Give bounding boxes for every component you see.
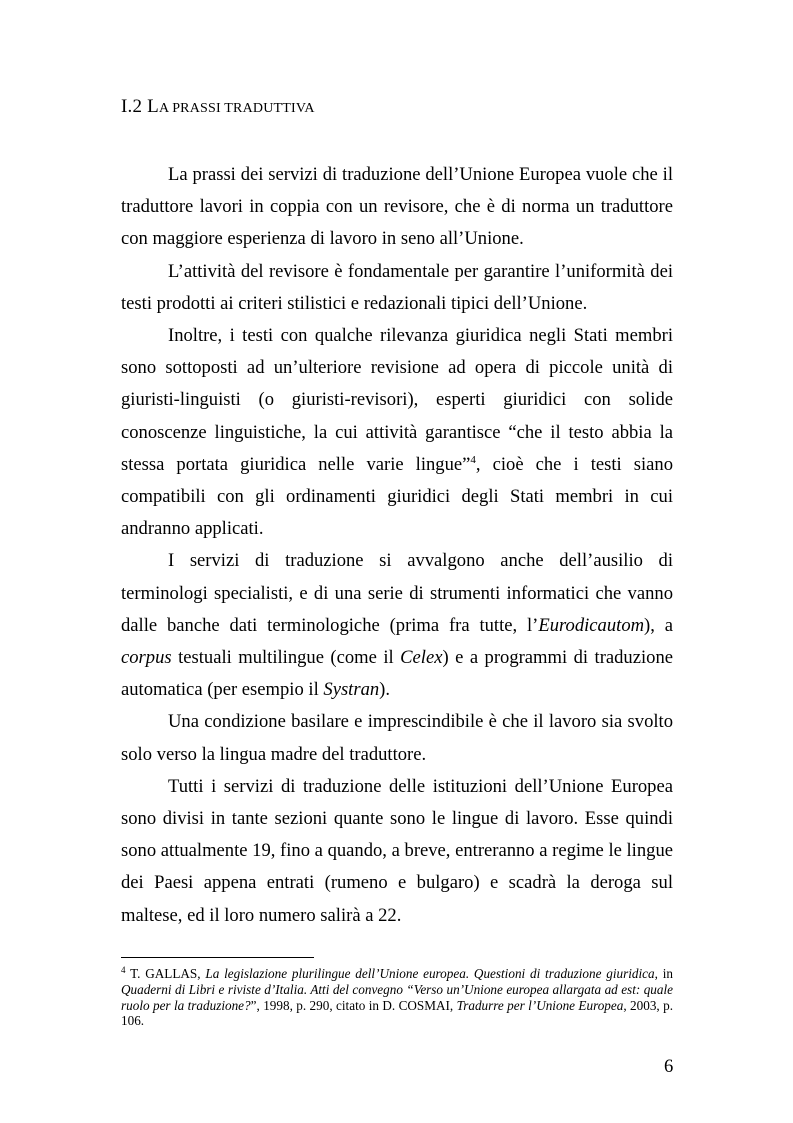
paragraph [121, 320, 673, 545]
text-run: Una condizione basilare e imprescindibile è che il lavoro sia svolto solo verso la lingua madre del traduttore. [121, 711, 673, 765]
text-run: , 2003, p. 106. [121, 997, 674, 1029]
page-number: 6 [664, 1056, 674, 1077]
text-run: Tutti i servizi di traduzione delle istituzioni dell’Unione Europea sono divisi in tante sezioni quante sono le lingue di lavoro. Esse quindi sono attualmente 19, fino a quando, a breve, entreranno a regime le lingue dei Paesi appena entrati (rumeno e bulgaro) e scadrà la deroga sul maltese, ed il loro numero salirà a 22. [121, 775, 673, 926]
italic-text: corpus [121, 647, 172, 669]
paragraph [121, 771, 673, 932]
italic-text: Systran [323, 679, 380, 701]
body-text [121, 159, 673, 932]
italic-text: Celex [400, 647, 443, 669]
footnote-marker: 4 [470, 453, 476, 466]
footnote-separator [121, 957, 314, 958]
text-run: La prassi dei servizi di traduzione dell’Unione Europea vuole che il traduttore lavori in coppia con un revisore, che è di norma un traduttore con maggiore esperienza di lavoro in seno all’Unione. [121, 164, 673, 250]
footnote [121, 966, 673, 1029]
paragraph [121, 706, 673, 770]
text-run: ), a [644, 614, 673, 636]
paragraph [121, 545, 673, 706]
italic-text: Tradurre per l’Unione Europea [456, 997, 624, 1013]
text-run: ”, 1998, p. 290, citato in D. COSMAI, [250, 997, 457, 1013]
italic-text: Quaderni di Libri e riviste d’Italia. Atti del convegno “Verso un’Unione europea allargata ad est: quale ruolo per la traduzione? [121, 981, 673, 1013]
text-run: T. GALLAS, [125, 966, 206, 981]
paragraph [121, 159, 673, 256]
paragraph [121, 256, 673, 320]
text-run: Inoltre, i testi con qualche rilevanza giuridica negli Stati membri sono sottoposti ad un’ulteriore revisione ad opera di piccole unità di giuristi-linguisti (o giuristi-revisori), esperti giuridici con solide conoscenze linguistiche, la cui attività garantisce “che il testo abbia la stessa portata giuridica nelle varie lingue” [121, 325, 673, 475]
text-run: testuali multilingue (come il [171, 647, 401, 669]
text-run: ) e a programmi di traduzione automatica (per esempio il [121, 647, 673, 701]
footnote-marker: 4 [121, 965, 126, 975]
text-run: L’attività del revisore è fondamentale per garantire l’uniformità dei testi prodotti ai criteri stilistici e redazionali tipici dell’Unione. [121, 260, 673, 314]
italic-text: La legislazione plurilingue dell’Unione europea. Questioni di traduzione giuridica [205, 966, 655, 981]
text-run: ). [379, 679, 391, 701]
text-run: , cioè che i testi siano compatibili con gli ordinamenti giuridici degli Stati membri in cui andranno applicati. [121, 453, 674, 540]
section-heading [121, 96, 315, 118]
text-run: I servizi di traduzione si avvalgono anche dell’ausilio di terminologi specialisti, e di una serie di strumenti informatici che vanno dalle banche dati terminologiche (prima fra tutte, l’ [121, 550, 673, 636]
italic-text: Eurodicautom [538, 614, 645, 636]
section-number: I.2 [121, 96, 148, 117]
text-run: , in [654, 966, 673, 981]
section-title-initial: L [147, 96, 159, 117]
section-title-rest: A PRASSI TRADUTTIVA [158, 101, 315, 116]
